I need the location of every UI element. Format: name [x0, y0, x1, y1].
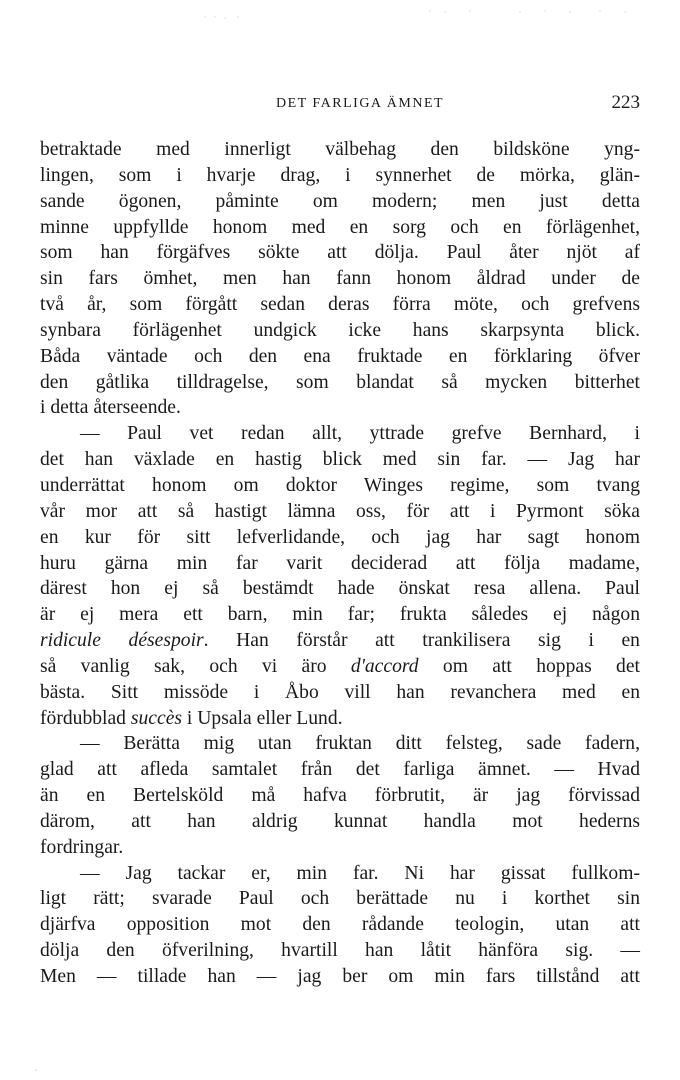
- text-line: — Jag tackar er, min far. Ni har gissat fullkom-: [80, 862, 640, 884]
- text-segment: fördubblad: [40, 707, 131, 729]
- text-line: det han växlade en hastig blick med sin far. — Jag har: [40, 449, 640, 471]
- text-line: [40, 654, 640, 680]
- text-line: fordringar.: [40, 836, 124, 858]
- italic-phrase: d'accord: [350, 655, 419, 677]
- text-line: betraktade med innerligt välbehag den bildsköne yng-: [40, 139, 640, 160]
- text-segment: i Upsala eller Lund.: [182, 707, 343, 729]
- text-line: lingen, som i hvarje drag, i synnerhet de mörka, glän-: [40, 164, 640, 186]
- text-segment: . Han förstår att trankilisera sig i en: [203, 630, 640, 652]
- text-line: därest hon ej så bestämdt hade önskat resa allena. Paul: [40, 578, 640, 600]
- text-line: två år, som förgått sedan deras förra möte, och grefvens: [40, 294, 640, 316]
- text-line: i detta återseende.: [40, 397, 181, 419]
- text-line: bästa. Sitt missöde i Åbo vill han revanchera med en: [40, 681, 640, 703]
- text-line: — Berätta mig utan fruktan ditt felsteg, sade fadern,: [80, 733, 640, 755]
- page-number: 223: [611, 92, 640, 113]
- text-line: ligt rätt; svarade Paul och berättade nu i korthet sin: [40, 888, 640, 910]
- text-line: vår mor att så hastigt lämna oss, för att i Pyrmont söka: [40, 500, 640, 522]
- italic-phrase: succès: [130, 707, 183, 729]
- text-line: sande ögonen, påminte om modern; men just detta: [40, 190, 640, 212]
- text-line: den gåtlika tilldragelse, som blandat så mycken bitterhet: [40, 371, 640, 393]
- text-line: underrättat honom om doktor Winges regime, som tvang: [40, 474, 640, 496]
- running-header: [40, 92, 640, 118]
- text-line: därom, att han aldrig kunnat handla mot hederns: [40, 810, 640, 832]
- text-line: minne uppfyllde honom med en sorg och en förlägenhet,: [40, 216, 640, 238]
- text-line: än en Bertelsköld må hafva förbrutit, är jag förvissad: [40, 785, 640, 807]
- text-line: är ej mera ett barn, min far; frukta således ej någon: [40, 604, 640, 626]
- text-segment: om att hoppas det: [418, 655, 640, 677]
- italic-phrase: ridicule désespoir: [40, 630, 204, 652]
- text-line: Men — tillade han — jag ber om min fars tillstånd att: [40, 966, 640, 987]
- text-line: sin fars ömhet, men han fann honom åldrad under de: [40, 268, 640, 290]
- text-segment: så vanlig sak, och vi äro: [40, 655, 351, 677]
- text-line: djärfva opposition mot den rådande teologin, utan att: [40, 914, 640, 936]
- text-line: [40, 706, 640, 732]
- text-line: en kur för sitt lefverlidande, och jag har sagt honom: [40, 526, 640, 548]
- text-line: synbara förlägenhet undgick icke hans skarpsynta blick.: [40, 319, 640, 341]
- body-text: [40, 137, 640, 990]
- text-line: [40, 628, 640, 654]
- text-line: dölja den öfverilning, hvartill han låtit hänföra sig. —: [40, 940, 640, 962]
- text-line: som han förgäfves sökte att dölja. Paul åter njöt af: [40, 242, 640, 264]
- text-line: glad att afleda samtalet från det farliga ämnet. — Hvad: [40, 759, 640, 781]
- text-line: Båda väntade och den ena fruktade en förklaring öfver: [40, 345, 640, 367]
- text-line: huru gärna min far varit deciderad att följa madame,: [40, 552, 640, 574]
- text-line: — Paul vet redan allt, yttrade grefve Bernhard, i: [80, 423, 640, 445]
- running-title: DET FARLIGA ÄMNET: [275, 96, 445, 111]
